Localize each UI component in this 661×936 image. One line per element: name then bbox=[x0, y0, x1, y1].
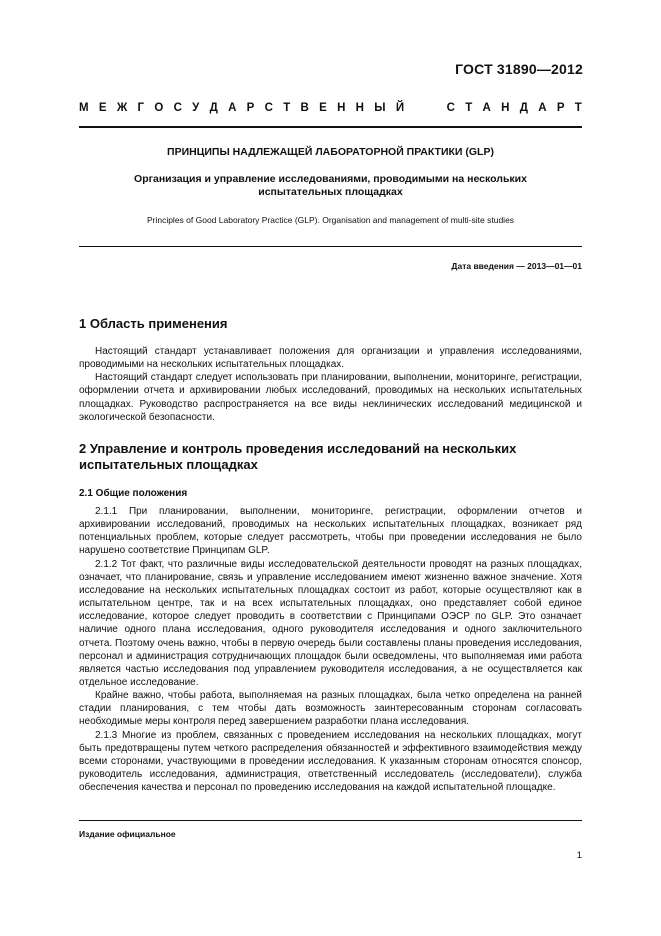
banner-letter: У bbox=[192, 102, 200, 114]
banner-letter: Р bbox=[556, 102, 565, 114]
document-body bbox=[79, 316, 582, 794]
banner-gap bbox=[414, 102, 436, 114]
banner-letter: М bbox=[79, 102, 89, 114]
paragraph: Настоящий стандарт следует использовать при планировании, выполнении, мониторинге, регистрации, оформлении отчета и архивировании любых исследований, проводимых на нескольких испытательных площадках. Руководство распространяется на все виды неклинических исследований медицинской и экологической безопасности. bbox=[79, 372, 582, 423]
banner-letter: Т bbox=[283, 102, 291, 114]
banner-letter: Г bbox=[137, 102, 145, 114]
banner-letter: С bbox=[446, 102, 455, 114]
banner-letter: Н bbox=[501, 102, 510, 114]
paragraph: Крайне важно, чтобы работа, выполняемая на разных площадках, была четко определена на ранней стадии планирования, с тем чтобы дать возможность заинтересованным сторонам согласовать необходимые меры контроля перед завершением разработки плана исследования. bbox=[79, 690, 582, 728]
standard-number: ГОСТ 31890—2012 bbox=[455, 61, 583, 77]
banner-letter: Ы bbox=[374, 102, 386, 114]
banner-letter: Й bbox=[395, 102, 405, 114]
interstate-standard-banner bbox=[79, 102, 582, 114]
subsection-heading: 2.1 Общие положения bbox=[79, 487, 188, 499]
document-title: ПРИНЦИПЫ НАДЛЕЖАЩЕЙ ЛАБОРАТОРНОЙ ПРАКТИКИ (GLP) bbox=[167, 146, 494, 158]
page-number: 1 bbox=[576, 850, 582, 861]
banner-letter: Н bbox=[337, 102, 346, 114]
banner-letter: А bbox=[482, 102, 491, 114]
document-subtitle: Организация и управление исследованиями, проводимыми на нескольких испытательных площадках bbox=[134, 173, 527, 198]
banner-letter: С bbox=[173, 102, 182, 114]
banner-letter: Т bbox=[465, 102, 473, 114]
section-heading: 2 Управление и контроль проведения исследований на нескольких испытательных площадках bbox=[79, 440, 517, 472]
official-edition-note: Издание официальное bbox=[79, 829, 176, 839]
introduction-date: Дата введения — 2013—01—01 bbox=[451, 261, 582, 271]
banner-letter: Н bbox=[355, 102, 364, 114]
header-divider bbox=[79, 126, 582, 128]
banner-letter: Д bbox=[209, 102, 218, 114]
paragraph: Настоящий стандарт устанавливает положения для организации и управления исследованиями, проводимыми на нескольких испытательных площадках. bbox=[79, 346, 582, 371]
banner-letter: А bbox=[228, 102, 237, 114]
banner-letter: С bbox=[264, 102, 273, 114]
footer-divider bbox=[79, 820, 582, 821]
banner-letter: Е bbox=[98, 102, 107, 114]
banner-letter: Р bbox=[246, 102, 255, 114]
banner-letter: Е bbox=[319, 102, 327, 114]
banner-letter: Ж bbox=[116, 102, 128, 114]
banner-letter: А bbox=[538, 102, 547, 114]
english-title: Principles of Good Laboratory Practice (GLP). Organisation and management of multi-site studies bbox=[146, 215, 515, 225]
paragraph: 2.1.2 Тот факт, что различные виды исследовательской деятельности проводят на разных площадках, означает, что планирование, связь и управление исследованием имеют жизненно важное значение. Хотя исследование на нескольких испытательных площадках состоит из работ, которые осуществляют как в испытательном центре, так и на всех испытательных площадках, оно представляет собой единое исследование, которое следует проводить в соответствии с Принципами ОЭСР по GLP. Это означает наличие одного плана исследования, одного руководителя исследования и одного заключительного отчета. Поэтому очень важно, чтобы в первую очередь были составлены планы проведения исследования, персонал и администрация сотрудничающих площадок были осведомлены, что выполняемая ими работа является частью исследования под управлением руководителя исследования, а не осуществляется как отдельное исследование. bbox=[79, 558, 582, 688]
banner-letter: В bbox=[300, 102, 309, 114]
banner-letter: О bbox=[154, 102, 164, 114]
banner-letter: Д bbox=[519, 102, 528, 114]
section-heading: 1 Область применения bbox=[79, 316, 228, 331]
banner-letter: Т bbox=[574, 102, 582, 114]
paragraph: 2.1.1 При планировании, выполнении, мониторинге, регистрации, оформлении отчетов и архивировании исследований, проводимых на нескольких испытательных площадках, возникает ряд потенциальных проблем, которые следует рассмотреть, чтобы при проведении исследования не было нарушено соответствие Принципам GLP. bbox=[79, 505, 582, 557]
paragraph: 2.1.3 Многие из проблем, связанных с проведением исследования на нескольких площадках, могут быть предотвращены путем четкого распределения обязанностей и эффективного взаимодействия между всеми сторонами, участвующими в проведении исследования. К указанным сторонам относятся спонсор, руководитель исследования, администрация, ответственный исследователь (исследователи), служба обеспечения качества и персонал по проведению исследования на каждой испытательной площадке. bbox=[79, 729, 582, 794]
title-divider bbox=[79, 246, 582, 247]
